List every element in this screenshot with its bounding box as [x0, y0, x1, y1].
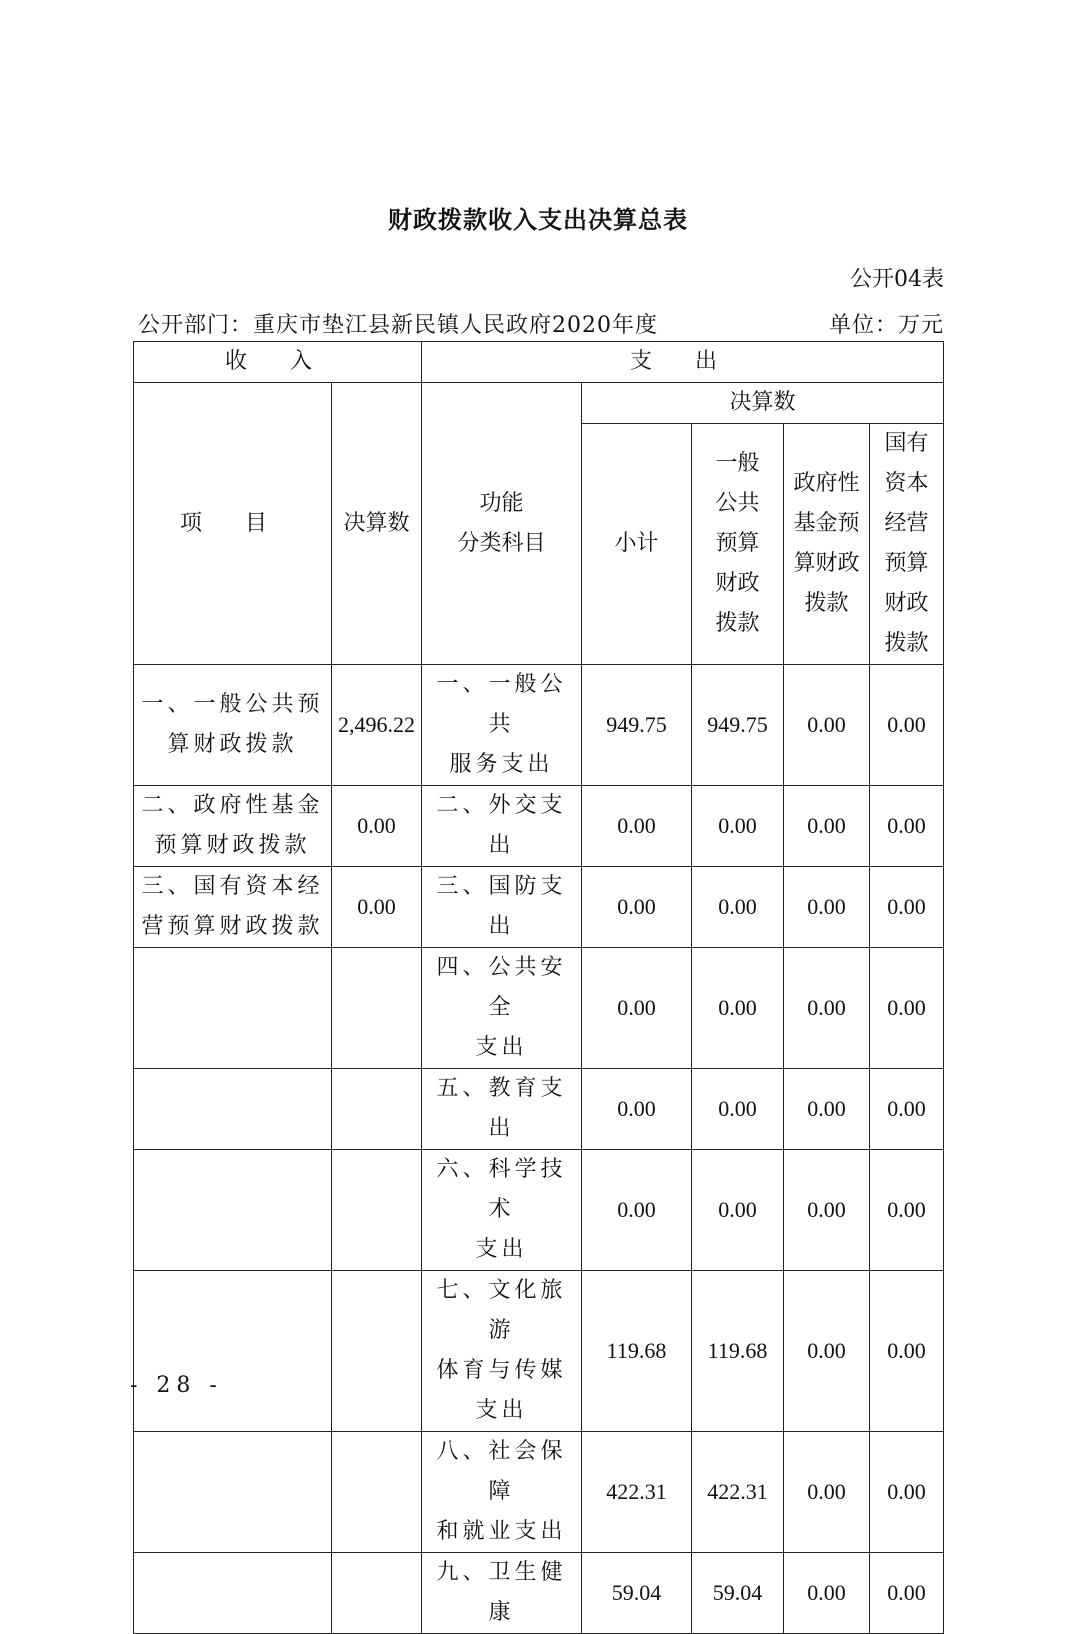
general-budget-cell: 0.00 [692, 1150, 784, 1271]
table-row [134, 786, 944, 867]
state-capital-cell: 0.00 [870, 786, 944, 867]
gov-fund-cell: 0.00 [784, 1432, 870, 1553]
general-budget-cell: 0.00 [692, 867, 784, 948]
general_lines-line: 一般 [715, 451, 760, 476]
table-row [134, 1553, 944, 1634]
table-row [134, 1432, 944, 1553]
subtotal-header: 小计 [582, 424, 692, 665]
table-row [134, 665, 944, 786]
income-item-cell [134, 1271, 332, 1432]
gov-fund-header [784, 424, 870, 665]
budget-table [133, 341, 944, 1634]
state-capital-cell: 0.00 [870, 948, 944, 1069]
income-amount-cell [332, 1069, 422, 1150]
expense-item-cell: 六、科学技术 支出 [422, 1150, 582, 1271]
income-amount-cell [332, 1150, 422, 1271]
state-capital-cell: 0.00 [870, 1069, 944, 1150]
item-header: 项 目 [134, 383, 332, 665]
state-capital-cell: 0.00 [870, 665, 944, 786]
general-budget-cell: 0.00 [692, 948, 784, 1069]
general_lines-line: 财政 [715, 571, 760, 596]
table-row [134, 1150, 944, 1271]
table-row [134, 948, 944, 1069]
income-item-cell [134, 948, 332, 1069]
subtotal-cell: 0.00 [582, 948, 692, 1069]
income-item-cell: 三、国有资本经 营预算财政拨款 [134, 867, 332, 948]
subtotal-cell: 59.04 [582, 1553, 692, 1634]
income-header: 收 入 [134, 342, 422, 383]
income-amount-cell [332, 948, 422, 1069]
expense-item-cell: 七、文化旅游 体育与传媒 支出 [422, 1271, 582, 1432]
state-capital-cell: 0.00 [870, 1553, 944, 1634]
state_capital_lines-line: 经营 [884, 511, 929, 536]
general-budget-header [692, 424, 784, 665]
table-row [134, 1271, 944, 1432]
unit-label: 单位：万元 [828, 313, 944, 338]
expense-item-cell: 一、一般公共 服务支出 [422, 665, 582, 786]
subtotal-cell: 0.00 [582, 786, 692, 867]
table-row [134, 1069, 944, 1150]
gov_fund_lines-line: 拨款 [804, 591, 849, 616]
income-item-cell: 一、一般公共预 算财政拨款 [134, 665, 332, 786]
page-number: - 28 - [130, 1373, 223, 1398]
subtotal-cell: 422.31 [582, 1432, 692, 1553]
subtotal-cell: 119.68 [582, 1271, 692, 1432]
expense-item-cell: 八、社会保障 和就业支出 [422, 1432, 582, 1553]
page-title: 财政拨款收入支出决算总表 [388, 206, 688, 234]
gov_fund_lines-line: 基金预 [793, 511, 860, 536]
income-amount-cell [332, 1271, 422, 1432]
income-item-cell: 二、政府性基金 预算财政拨款 [134, 786, 332, 867]
expense-amount-header: 决算数 [582, 383, 944, 424]
function-category-header: 功能 分类科目 [422, 383, 582, 665]
general-budget-cell: 0.00 [692, 786, 784, 867]
expense-item-cell: 四、公共安全 支出 [422, 948, 582, 1069]
gov_fund_lines-line: 算财政 [793, 551, 860, 576]
subtotal-cell: 949.75 [582, 665, 692, 786]
expense-item-cell: 五、教育支出 [422, 1069, 582, 1150]
state_capital_lines-line: 拨款 [884, 631, 929, 656]
general_lines-line: 公共 [715, 491, 760, 516]
expense-item-cell: 三、国防支出 [422, 867, 582, 948]
gov-fund-cell: 0.00 [784, 1271, 870, 1432]
gov-fund-cell: 0.00 [784, 1150, 870, 1271]
state_capital_lines-line: 预算 [884, 551, 929, 576]
income-amount-cell [332, 1432, 422, 1553]
state_capital_lines-line: 财政 [884, 591, 929, 616]
table-row [134, 867, 944, 948]
state_capital_lines-line: 资本 [884, 471, 929, 496]
state_capital_lines-line: 国有 [884, 431, 929, 456]
gov-fund-cell: 0.00 [784, 665, 870, 786]
header-row-top [134, 342, 944, 383]
gov-fund-cell: 0.00 [784, 786, 870, 867]
gov_fund_lines-line: 政府性 [793, 471, 860, 496]
general-budget-cell: 422.31 [692, 1432, 784, 1553]
general-budget-cell: 0.00 [692, 1069, 784, 1150]
income-item-cell [134, 1069, 332, 1150]
gov-fund-cell: 0.00 [784, 1553, 870, 1634]
income-amount-cell: 0.00 [332, 786, 422, 867]
income-amount-cell: 0.00 [332, 867, 422, 948]
state-capital-cell: 0.00 [870, 1271, 944, 1432]
income-amount-cell: 2,496.22 [332, 665, 422, 786]
expense-item-cell: 二、外交支出 [422, 786, 582, 867]
subtotal-cell: 0.00 [582, 1069, 692, 1150]
state-capital-cell: 0.00 [870, 867, 944, 948]
gov-fund-cell: 0.00 [784, 948, 870, 1069]
header-row-mid [134, 383, 944, 424]
subtotal-cell: 0.00 [582, 1150, 692, 1271]
gov-fund-cell: 0.00 [784, 1069, 870, 1150]
subtotal-cell: 0.00 [582, 867, 692, 948]
income-item-cell [134, 1432, 332, 1553]
income-item-cell [134, 1150, 332, 1271]
state-capital-cell: 0.00 [870, 1150, 944, 1271]
gov-fund-cell: 0.00 [784, 867, 870, 948]
expense-item-cell: 九、卫生健康 [422, 1553, 582, 1634]
state-capital-header [870, 424, 944, 665]
state-capital-cell: 0.00 [870, 1432, 944, 1553]
expense-header: 支 出 [422, 342, 944, 383]
general-budget-cell: 59.04 [692, 1553, 784, 1634]
general-budget-cell: 119.68 [692, 1271, 784, 1432]
department-line: 公开部门：重庆市垫江县新民镇人民政府2020年度 [138, 313, 658, 338]
general-budget-cell: 949.75 [692, 665, 784, 786]
general_lines-line: 拨款 [715, 611, 760, 636]
income-amount-header: 决算数 [332, 383, 422, 665]
income-amount-cell [332, 1553, 422, 1634]
general_lines-line: 预算 [715, 531, 760, 556]
form-number: 公开04表 [850, 267, 944, 292]
income-item-cell [134, 1553, 332, 1634]
